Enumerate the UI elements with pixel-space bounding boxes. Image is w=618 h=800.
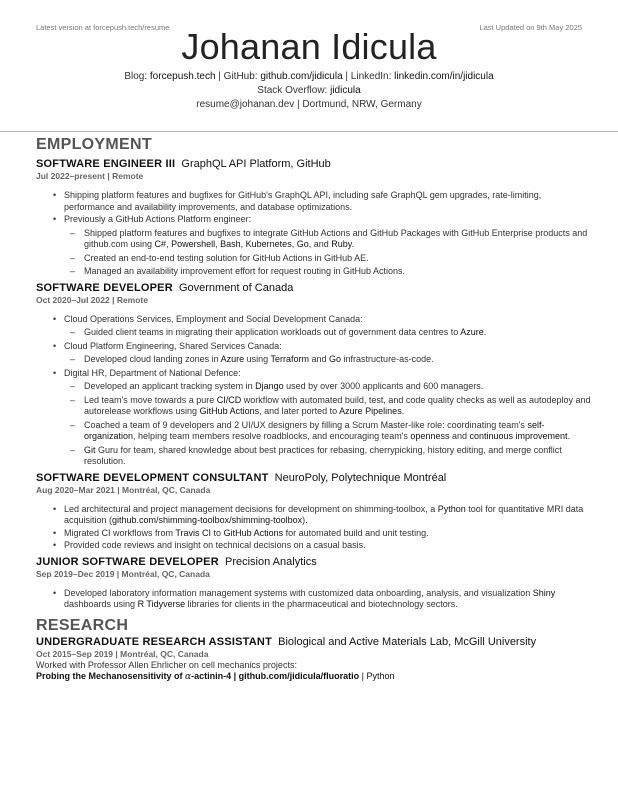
- job-meta: Jul 2022–present | Remote: [36, 171, 144, 181]
- tech: Python: [437, 503, 466, 514]
- last-name: Idicula: [331, 26, 437, 67]
- bullet: [36, 588, 591, 611]
- sub-bullets: [64, 228, 591, 278]
- text: for automated build and unit testing.: [283, 527, 429, 538]
- text: | Python: [359, 670, 395, 681]
- sub-bullet: [64, 354, 591, 366]
- job-meta: Oct 2020–Jul 2022 | Remote: [36, 294, 148, 305]
- tech: R Tidyverse: [137, 599, 186, 609]
- text: tool for quantitative MRI data acquisition (: [64, 503, 584, 525]
- text: Probing the Mechanosensitivity of: [36, 670, 186, 681]
- job-role: SOFTWARE DEVELOPMENT CONSULTANT: [36, 471, 269, 484]
- tech: Go: [296, 239, 309, 249]
- sub-bullet: – Created an end-to-end testing solution for GitHub Actions in GitHub AE.: [64, 253, 591, 265]
- sub-bullet: [64, 445, 591, 468]
- tech: C#: [154, 239, 167, 249]
- tech: GitHub Actions: [223, 527, 284, 538]
- keyword: openness: [410, 431, 450, 441]
- job-header: [36, 555, 591, 569]
- tech: Kubernetes: [245, 239, 292, 249]
- text: Developed cloud landing zones in: [84, 354, 221, 364]
- tech: Ruby: [331, 239, 352, 249]
- bullet: [36, 528, 591, 540]
- linkedin-link[interactable]: linkedin.com/in/jidicula: [394, 71, 494, 82]
- research-project: [36, 671, 591, 683]
- bullet: • Shipping platform features and bugfixes for GitHub's GraphQL API, including safe GraphQL gem upgrades, rate-limiting, performance and availability improvements, and database optimizations.: [36, 190, 591, 213]
- location: Dortmund, NRW, Germany: [302, 99, 422, 110]
- job-entry: [36, 471, 591, 552]
- sub-bullet: – Led team's move towards a pure CI/CD workflow with automated build, test, and code quality checks as well as autodeploy and autorelease workflows using GitHub Actions, and later ported to Azure Pipelines.: [64, 395, 591, 418]
- tech: CI/CD: [216, 394, 242, 405]
- latest-version-note: Latest version at forcepush.tech/resume: [36, 23, 170, 32]
- job-role: SOFTWARE ENGINEER III: [36, 158, 176, 170]
- keyword: continuous improvement: [469, 431, 568, 441]
- research-role: UNDERGRADUATE RESEARCH ASSISTANT: [36, 635, 272, 648]
- bullet-text: Previously a GitHub Actions Platform engineer:: [64, 214, 252, 224]
- text: and: [449, 431, 470, 441]
- job-org: Precision Analytics: [224, 555, 317, 568]
- tech: Travis CI: [175, 527, 212, 538]
- text: Shipped platform features and bugfixes to integrate GitHub Actions and GitHub Packages with GitHub Enterprise products and github.com using: [84, 227, 588, 249]
- text: Led architectural and project management decisions for development on shimming-toolbox, a: [64, 503, 438, 514]
- tech: Azure: [220, 354, 245, 364]
- text: Developed laboratory information management systems with customized data onboarding, analysis, and visualization: [64, 587, 533, 598]
- project-link[interactable]: -actinin-4 | github.com/jidicula/fluoratio: [191, 670, 360, 681]
- blog-label: Blog:: [124, 71, 148, 82]
- job-header: [36, 281, 591, 295]
- text: Guided client teams in migrating their application workloads out of government data centres to: [84, 327, 461, 337]
- text: libraries for clients in the pharmaceutical and biotechnology sectors.: [185, 599, 458, 609]
- resume-name: [0, 27, 618, 67]
- job-role: JUNIOR SOFTWARE DEVELOPER: [36, 555, 219, 568]
- text: dashboards using: [64, 599, 138, 609]
- bullet: • Provided code reviews and insight on technical decisions on a casual basis.: [36, 540, 591, 552]
- job-bullets: [36, 588, 591, 611]
- contact-line-2: [0, 84, 618, 98]
- bullet-text: Cloud Operations Services, Employment and Social Development Canada:: [64, 313, 363, 324]
- sub-bullet: – Managed an availability improvement effort for request routing in GitHub Actions.: [64, 266, 591, 278]
- tech: Azure: [460, 327, 484, 337]
- tech: Terraform: [270, 354, 309, 364]
- job-header: [36, 157, 591, 171]
- job-entry: [36, 157, 591, 278]
- text: to: [211, 527, 224, 538]
- header-divider: [0, 131, 618, 132]
- bullet: [36, 341, 591, 366]
- text: using: [244, 354, 271, 364]
- bullet-text: Digital HR, Department of National Defence:: [64, 367, 241, 378]
- job-entry: [36, 281, 591, 468]
- contact-line-1: Blog: forcepush.tech | GitHub: github.com/jidicula | LinkedIn: linkedin.com/in/jidicula: [124, 71, 494, 82]
- tech: Git: [84, 444, 96, 455]
- sub-bullets: [64, 354, 591, 366]
- github-label: GitHub:: [223, 71, 258, 82]
- first-name: Johanan: [181, 26, 321, 67]
- text: workflow with automated build, test, and code quality checks as well as autodeploy and autorelease workflows using: [84, 394, 591, 416]
- text: Guru for team, shared knowledge about best practices for rebasing, cherrypicking, history editing, and merge conflict resolution.: [84, 444, 562, 466]
- sub-bullet: – Shipped platform features and bugfixes to integrate GitHub Actions and GitHub Packages with GitHub Enterprise products and github.com using C#, Powershell, Bash, Kubernetes, Go, and Ruby.: [64, 228, 591, 251]
- job-role: SOFTWARE DEVELOPER: [36, 281, 173, 294]
- job-meta: Sep 2019–Dec 2019 | Montréal, QC, Canada: [36, 568, 210, 579]
- text: , and: [308, 239, 332, 249]
- tech: Bash: [220, 239, 241, 249]
- sub-bullet: – Coached a team of 9 developers and 2 UI/UX designers by filling a Scrum Master-like role: coordinating team's self-organization, helping team members resolve roadblocks, and encouraging team's openness and continuous improvement.: [64, 420, 591, 443]
- text: used by over 3000 applicants and 600 managers.: [283, 381, 484, 391]
- research-section: [36, 617, 591, 683]
- text: , and later ported to: [259, 406, 340, 416]
- bullet: [36, 314, 591, 339]
- job-bullets: [36, 314, 591, 468]
- text: , helping team members resolve roadblocks, and encouraging team's: [133, 431, 411, 441]
- job-header: [36, 471, 591, 485]
- linkedin-label: LinkedIn:: [350, 71, 392, 82]
- text: Led team's move towards a pure: [84, 394, 217, 405]
- stackoverflow-label: Stack Overflow:: [257, 85, 328, 96]
- repo-link[interactable]: github.com/shimming-toolbox/shimming-toolbox: [112, 515, 303, 525]
- alpha-symbol: α: [185, 671, 192, 682]
- sub-bullets: [64, 381, 591, 468]
- keyword: self-organization: [84, 419, 545, 441]
- contact-line-3: resume@johanan.dev | Dortmund, NRW, Germany: [196, 99, 422, 110]
- text: ).: [302, 515, 308, 525]
- tech: GitHub Actions: [199, 406, 260, 416]
- job-bullets: [36, 190, 591, 278]
- bullet: [36, 504, 591, 527]
- bullet-text: Cloud Platform Engineering, Shared Services Canada:: [64, 340, 282, 351]
- job-bullets: [36, 504, 591, 552]
- tech: Shiny: [532, 587, 556, 598]
- contact-block: [0, 70, 618, 112]
- job-org: Government of Canada: [178, 281, 294, 294]
- tech: Azure Pipelines: [339, 406, 402, 416]
- text: Migrated CI workflows from: [64, 527, 176, 538]
- resume-body: [36, 136, 591, 683]
- stackoverflow-link[interactable]: jidicula: [330, 85, 361, 96]
- bullet: [36, 368, 591, 468]
- tech: Go: [329, 354, 342, 364]
- text: Coached a team of 9 developers and 2 UI/UX designers by filling a Scrum Master-like role: coordinating team's: [84, 419, 528, 430]
- text: infrastructure-as-code.: [341, 354, 434, 364]
- blog-link[interactable]: forcepush.tech: [149, 71, 216, 82]
- job-org: NeuroPoly, Polytechnique Montréal: [274, 471, 447, 484]
- github-link[interactable]: github.com/jidicula: [260, 71, 343, 82]
- job-meta: Aug 2020–Mar 2021 | Montréal, QC, Canada: [36, 484, 211, 495]
- text: Developed an applicant tracking system in: [84, 381, 256, 391]
- sub-bullet: [64, 381, 591, 393]
- tech: Django: [255, 381, 284, 391]
- text: and: [309, 354, 330, 364]
- employment-heading: EMPLOYMENT: [36, 136, 152, 153]
- email-link[interactable]: resume@johanan.dev: [196, 99, 295, 110]
- research-org: Biological and Active Materials Lab, McGill University: [278, 635, 537, 648]
- job-org: GraphQL API Platform, GitHub: [181, 158, 331, 170]
- tech: Powershell: [171, 239, 216, 249]
- job-entry: [36, 555, 591, 611]
- bullet: [36, 214, 591, 278]
- research-header: [36, 635, 591, 649]
- sub-bullet: – Guided client teams in migrating their application workloads out of government data centres to Azure.: [64, 327, 591, 339]
- research-meta: Oct 2015–Sep 2019 | Montréal, QC, Canada: [36, 648, 209, 659]
- research-heading: RESEARCH: [36, 616, 129, 634]
- sub-bullets: [64, 327, 591, 339]
- last-updated-note: Last Updated on 9th May 2025: [479, 23, 582, 32]
- research-description: Worked with Professor Allen Ehrlicher on cell mechanics projects:: [36, 659, 297, 670]
